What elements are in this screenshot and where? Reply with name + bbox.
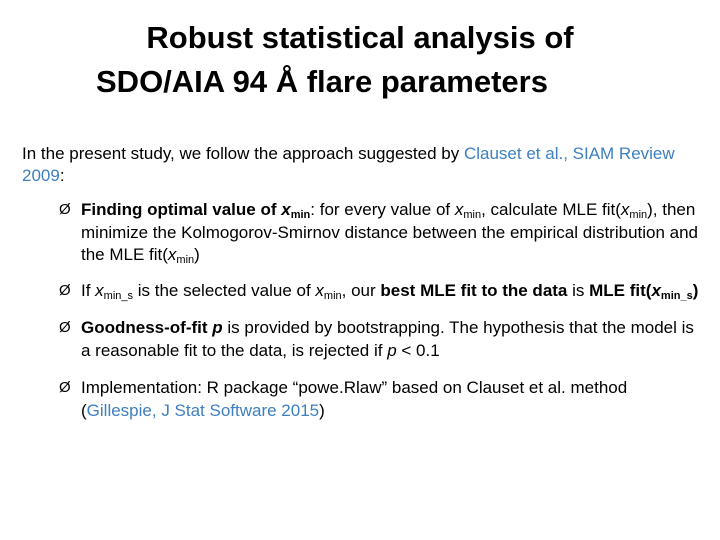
bullet-1-bold-lead: Finding optimal value of $x_{min}$ — [81, 200, 311, 221]
arrow-bullet-icon: Ø — [59, 281, 71, 299]
bullet-item-implementation: Ø Implementation: R package “powe.Rlaw” based on Clauset et al. method (Gillespie, J Stat Software 2015) — [59, 378, 628, 420]
intro-paragraph — [22, 143, 702, 187]
intro-colon: : — [59, 166, 65, 185]
gillespie-reference-link[interactable]: Gillespie, J Stat Software 2015 — [86, 400, 320, 420]
bullet-item-optimal-xmin: Ø Finding optimal value of $x_{min}$: for every value of $x_{min}$, calculate MLE $fit(x_{min})$, then minimize the Kolmogorov-Smirnov distance between the empirical distribution and the MLE $fit(x_{min})$ — [59, 200, 699, 266]
arrow-bullet-icon: Ø — [59, 201, 71, 218]
arrow-bullet-icon: Ø — [59, 319, 71, 336]
clauset-reference-link[interactable]: Clauset et al., SIAM Review 2009 — [22, 144, 675, 185]
slide-title — [0, 16, 720, 104]
arrow-bullet-icon: Ø — [59, 379, 71, 396]
title-line-2: SDO/AIA 94 Å flare parameters — [96, 64, 548, 99]
title-line-1: Robust statistical analysis of — [146, 20, 574, 55]
bullet-item-goodness-of-fit: Ø Goodness-of-fit p is provided by bootstrapping. The hypothesis that the model is a reasonable fit to the data, is rejected if p < 0.1 — [59, 318, 694, 360]
bullet-item-best-fit: Ø If $x_{min\_s}$ is the selected value of $x_{min}$, our best MLE fit to the data is MLE $fit(x_{min\_s})$ — [59, 280, 699, 302]
intro-text: In the present study, we follow the approach suggested by — [22, 144, 464, 163]
bullet-list — [59, 199, 699, 436]
